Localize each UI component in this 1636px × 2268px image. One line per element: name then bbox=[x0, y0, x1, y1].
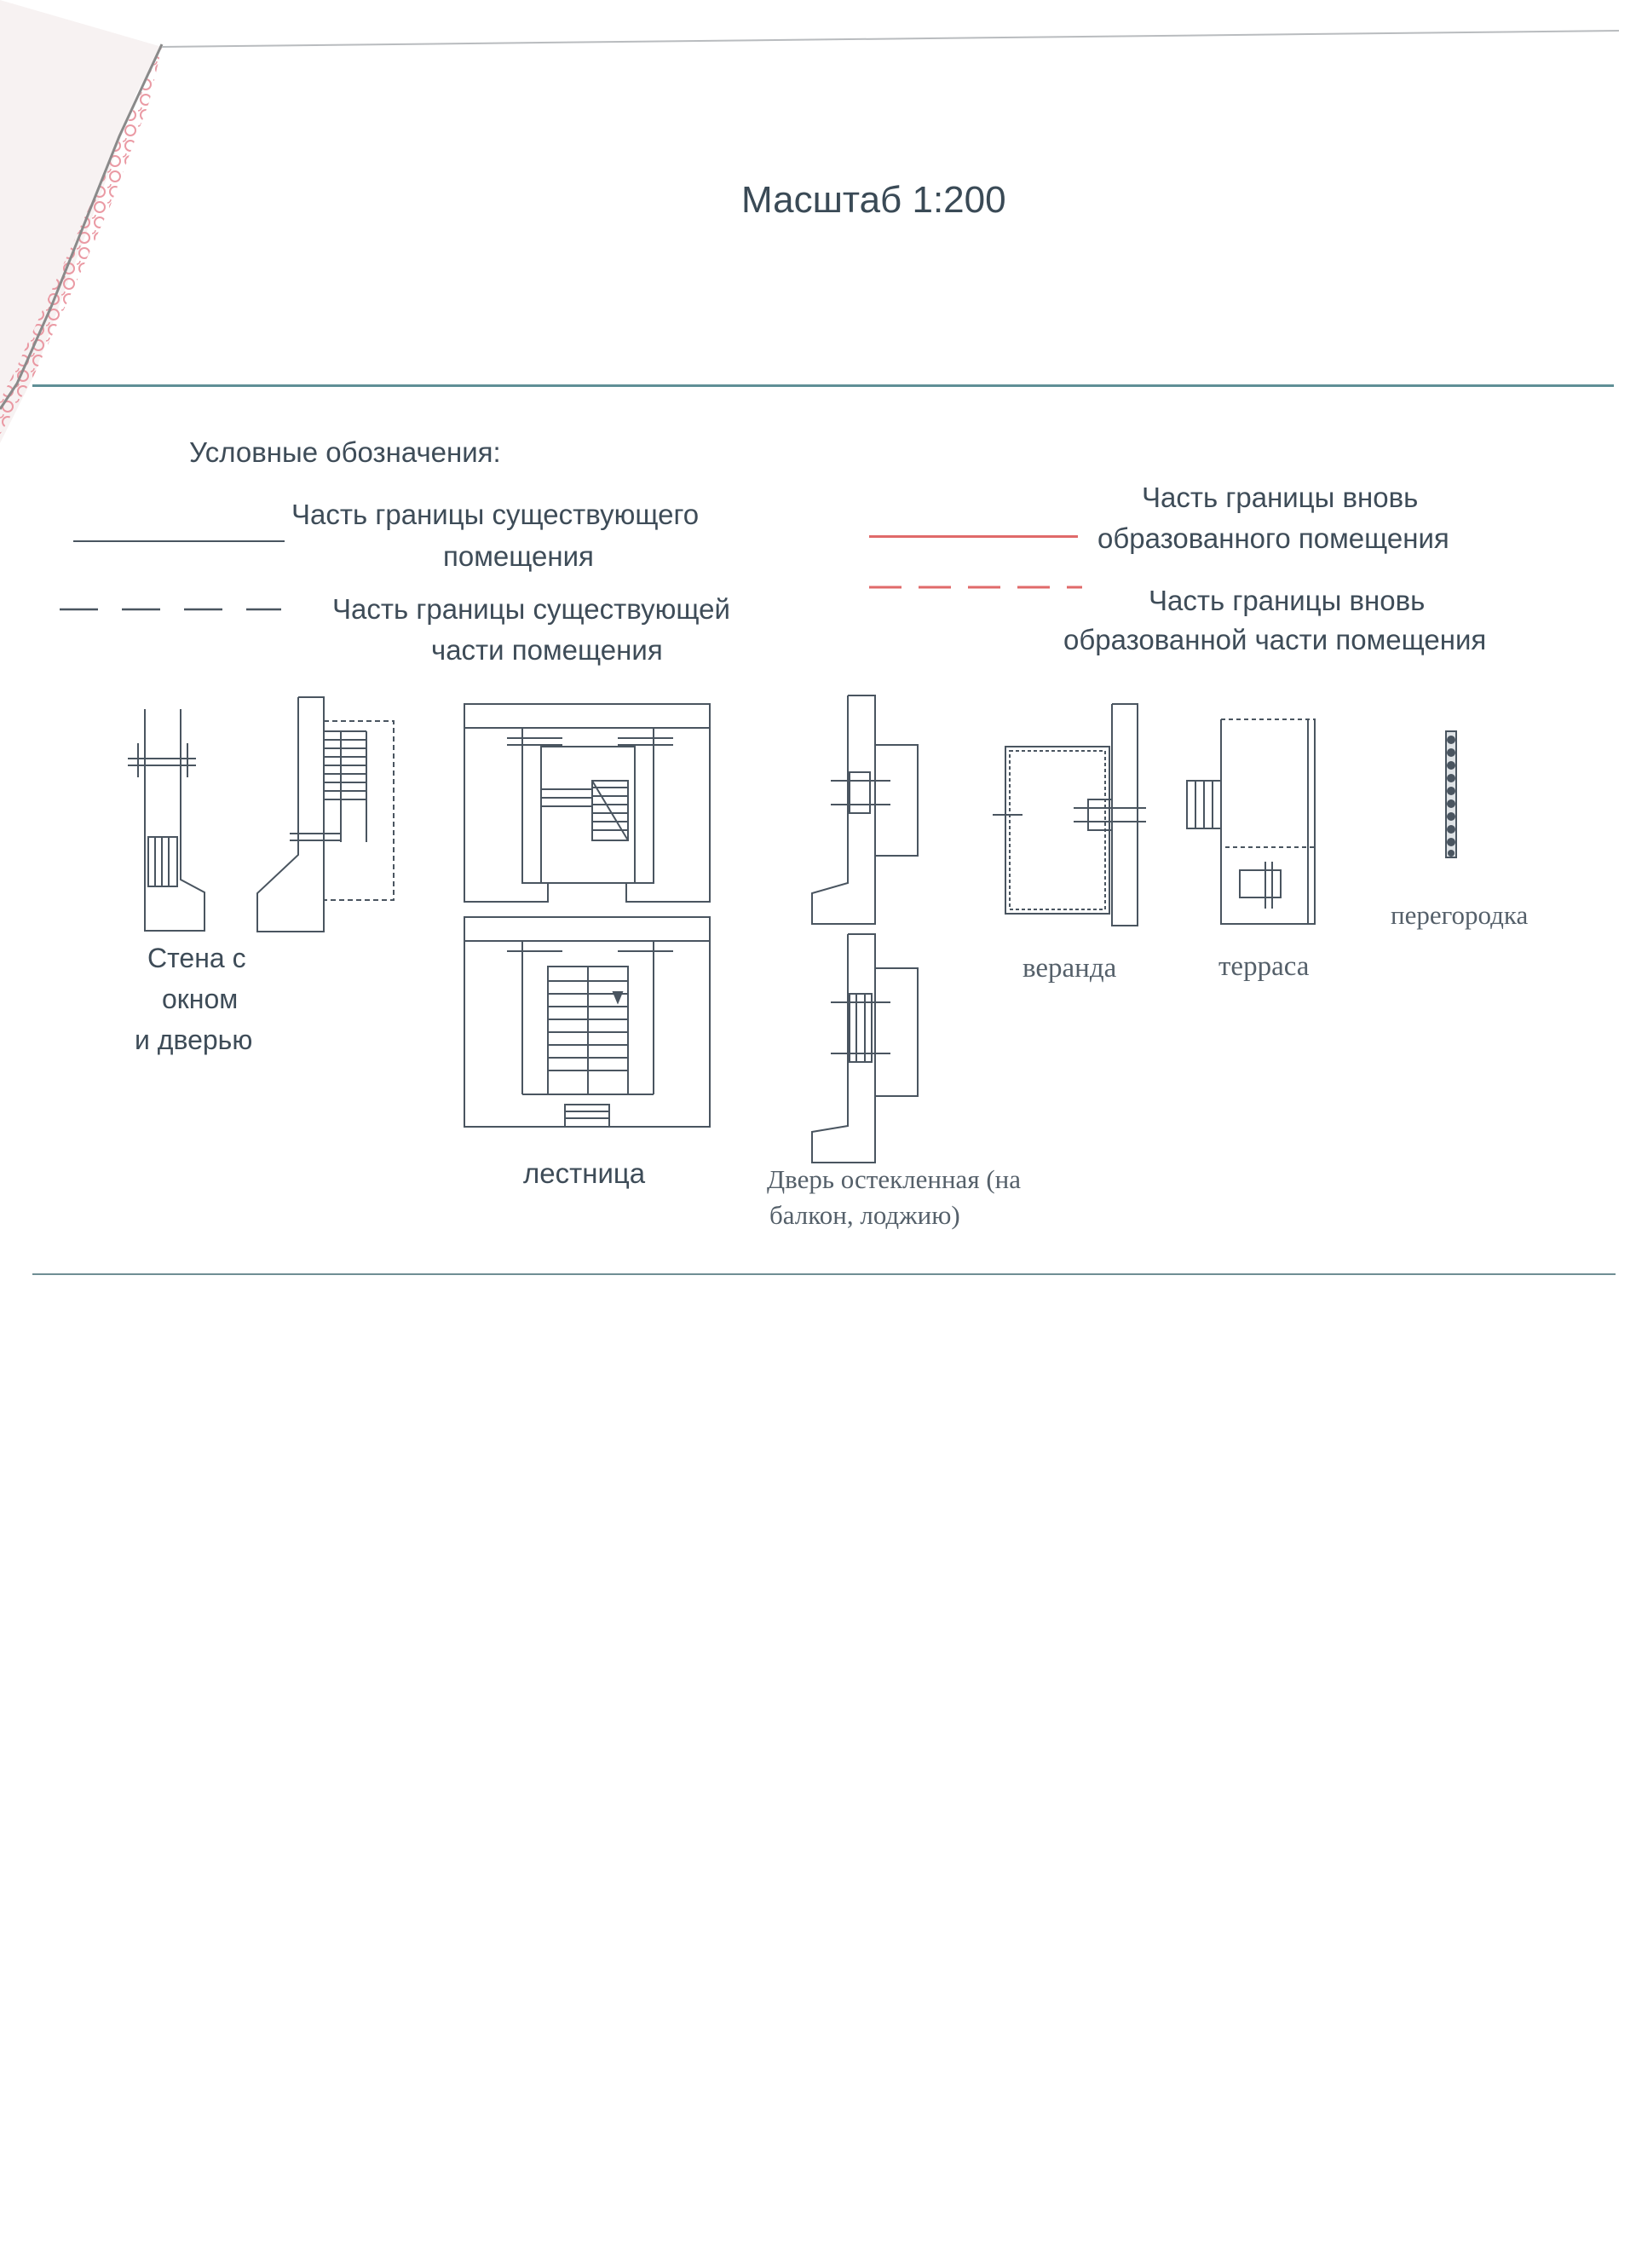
legend-red-dashed-line bbox=[869, 583, 1082, 592]
legend-new-room-line2: образованного помещения bbox=[1097, 522, 1449, 554]
glazed-door-label-line1: Дверь остекленная (на bbox=[767, 1164, 1021, 1194]
glazed-door-upper-symbol bbox=[805, 695, 920, 927]
wall-label-line3: и дверью bbox=[135, 1024, 253, 1055]
stairs-label: лестница bbox=[523, 1157, 646, 1189]
section-divider-top bbox=[32, 384, 1614, 387]
legend-new-part-line1: Часть границы вновь bbox=[1149, 585, 1426, 616]
stairs-upper-symbol bbox=[464, 704, 711, 905]
wall-label-line2: окном bbox=[162, 984, 239, 1014]
partition-symbol bbox=[1440, 731, 1466, 859]
veranda-symbol bbox=[993, 704, 1146, 927]
legend-heading: Условные обозначения: bbox=[189, 436, 501, 468]
legend-existing-room-line2: помещения bbox=[443, 540, 594, 572]
legend-existing-room-line1: Часть границы существующего bbox=[291, 499, 700, 530]
legend-red-solid-line bbox=[869, 535, 1078, 538]
scale-title: Масштаб 1:200 bbox=[741, 179, 1006, 221]
legend-existing-part-line2: части помещения bbox=[431, 634, 663, 666]
veranda-label: веранда bbox=[1022, 953, 1117, 984]
legend-solid-line bbox=[73, 540, 285, 542]
wall-window-symbol bbox=[128, 709, 213, 932]
glazed-door-lower-symbol bbox=[805, 934, 920, 1166]
terrace-symbol bbox=[1180, 704, 1325, 927]
legend-dashed-line bbox=[60, 605, 281, 614]
partition-label: перегородка bbox=[1391, 900, 1529, 930]
section-divider-bottom bbox=[32, 1273, 1616, 1275]
torn-corner bbox=[0, 0, 170, 477]
stairs-lower-symbol bbox=[464, 917, 711, 1130]
wall-door-symbol bbox=[256, 697, 400, 936]
terrace-label: терраса bbox=[1218, 951, 1310, 982]
top-border-line bbox=[0, 0, 1636, 51]
legend-new-part-line2: образованной части помещения bbox=[1063, 624, 1487, 655]
glazed-door-label-line2: балкон, лоджию) bbox=[769, 1200, 960, 1230]
legend-new-room-line1: Часть границы вновь bbox=[1142, 482, 1419, 513]
legend-existing-part-line1: Часть границы существующей bbox=[332, 593, 730, 625]
wall-label-line1: Стена с bbox=[147, 943, 246, 973]
